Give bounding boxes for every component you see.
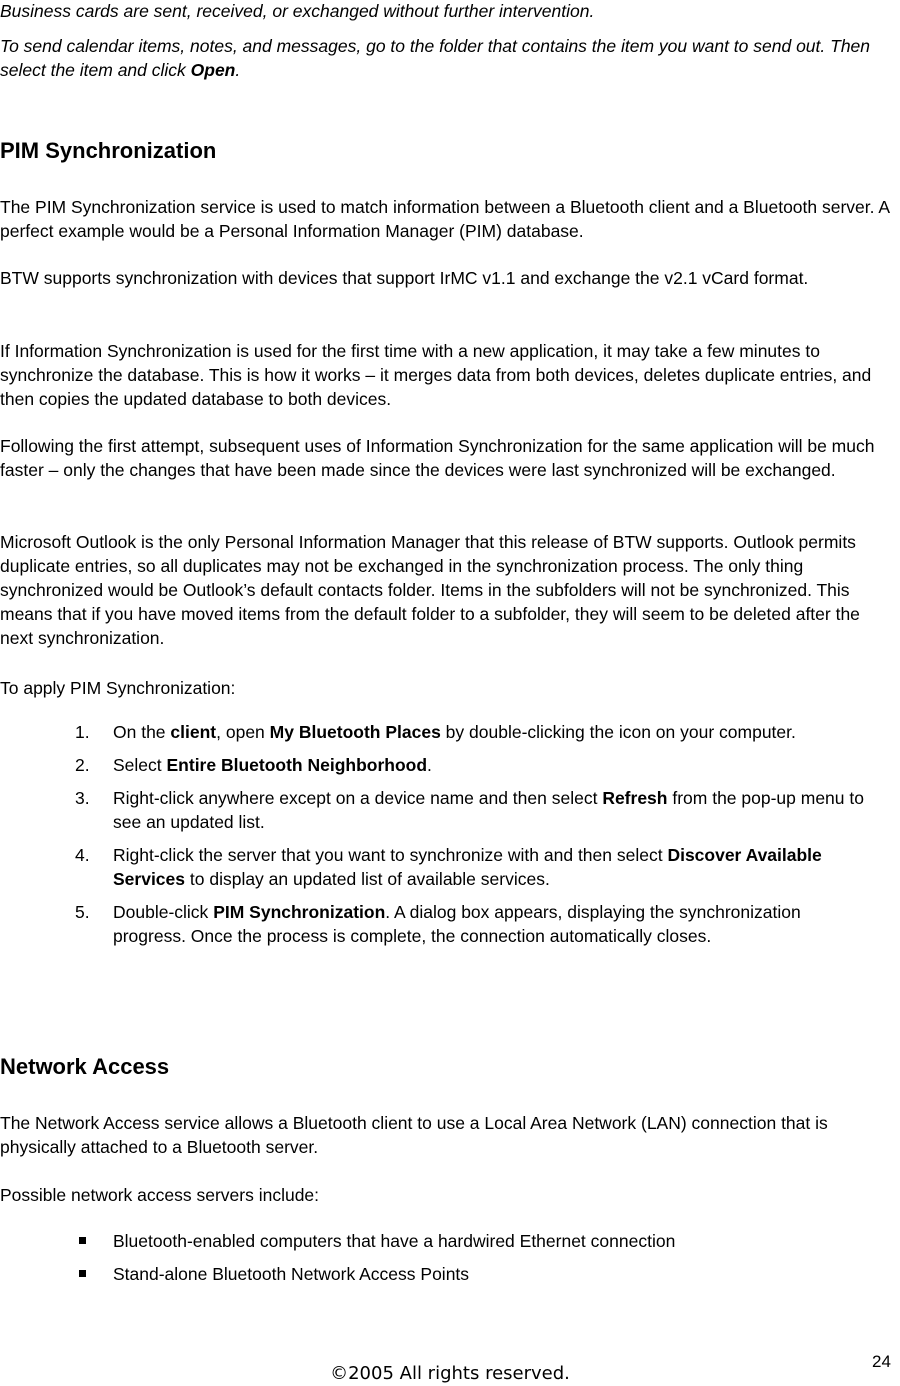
network-paragraph-2: Possible network access servers include:	[0, 1185, 320, 1205]
pim-paragraph-6: To apply PIM Synchronization:	[0, 678, 236, 698]
list-item: Stand-alone Bluetooth Network Access Points	[0, 1262, 896, 1286]
copyright-footer: ©2005 All rights reserved.	[330, 1363, 570, 1384]
pim-steps-list	[0, 720, 896, 957]
pim-paragraph-2: BTW supports synchronization with devices that support IrMC v1.1 and exchange the v2.1 vCard format.	[0, 268, 809, 288]
network-heading: Network Access	[0, 1054, 170, 1079]
list-item: Bluetooth-enabled computers that have a hardwired Ethernet connection	[0, 1229, 896, 1253]
network-servers-list	[0, 1229, 896, 1295]
list-item: 2. Select Entire Bluetooth Neighborhood.	[75, 755, 432, 775]
page-number: 24	[872, 1352, 891, 1371]
intro-line-1: Business cards are sent, received, or exchanged without further intervention.	[0, 1, 595, 21]
pim-paragraph-1: The PIM Synchronization service is used to match information between a Bluetooth client and a Bluetooth server. A perfect example would be a Personal Information Manager (PIM) database.	[0, 197, 890, 241]
pim-paragraph-5: Microsoft Outlook is the only Personal Information Manager that this release of BTW supports. Outlook permits duplicate entries, so all duplicates may not be exchanged in the synchronization process. The only thing synchronized would be Outlook’s default contacts folder. Items in the subfolders will not be synchronized. This means that if you have moved items from the default folder to a subfolder, they will seem to be deleted after the next synchronization.	[0, 532, 860, 648]
list-item: 4. Right-click the server that you want to synchronize with and then select Discover Available Services to display an updated list of available services.	[75, 845, 822, 889]
intro-line-2: To send calendar items, notes, and messages, go to the folder that contains the item you want to send out. Then select the item and click Open.	[0, 36, 871, 80]
square-bullet-icon	[79, 1270, 86, 1277]
pim-heading: PIM Synchronization	[0, 138, 217, 163]
open-keyword: Open	[190, 60, 236, 80]
list-item: 1. On the client, open My Bluetooth Places by double-clicking the icon on your computer.	[75, 722, 796, 742]
network-paragraph-1: The Network Access service allows a Bluetooth client to use a Local Area Network (LAN) connection that is physically attached to a Bluetooth server.	[0, 1113, 828, 1157]
list-item: 5. Double-click PIM Synchronization. A dialog box appears, displaying the synchronization progress. Once the process is complete, the connection automatically closes.	[75, 902, 801, 946]
pim-paragraph-4: Following the first attempt, subsequent uses of Information Synchronization for the same application will be much faster – only the changes that have been made since the devices were last synchronized will be exchanged.	[0, 436, 875, 480]
pim-paragraph-3: If Information Synchronization is used for the first time with a new application, it may take a few minutes to synchronize the database. This is how it works – it merges data from both devices, deletes duplicate entries, and then copies the updated database to both devices.	[0, 341, 872, 409]
list-item: 3. Right-click anywhere except on a device name and then select Refresh from the pop-up menu to see an updated list.	[75, 788, 864, 832]
square-bullet-icon	[79, 1237, 86, 1244]
